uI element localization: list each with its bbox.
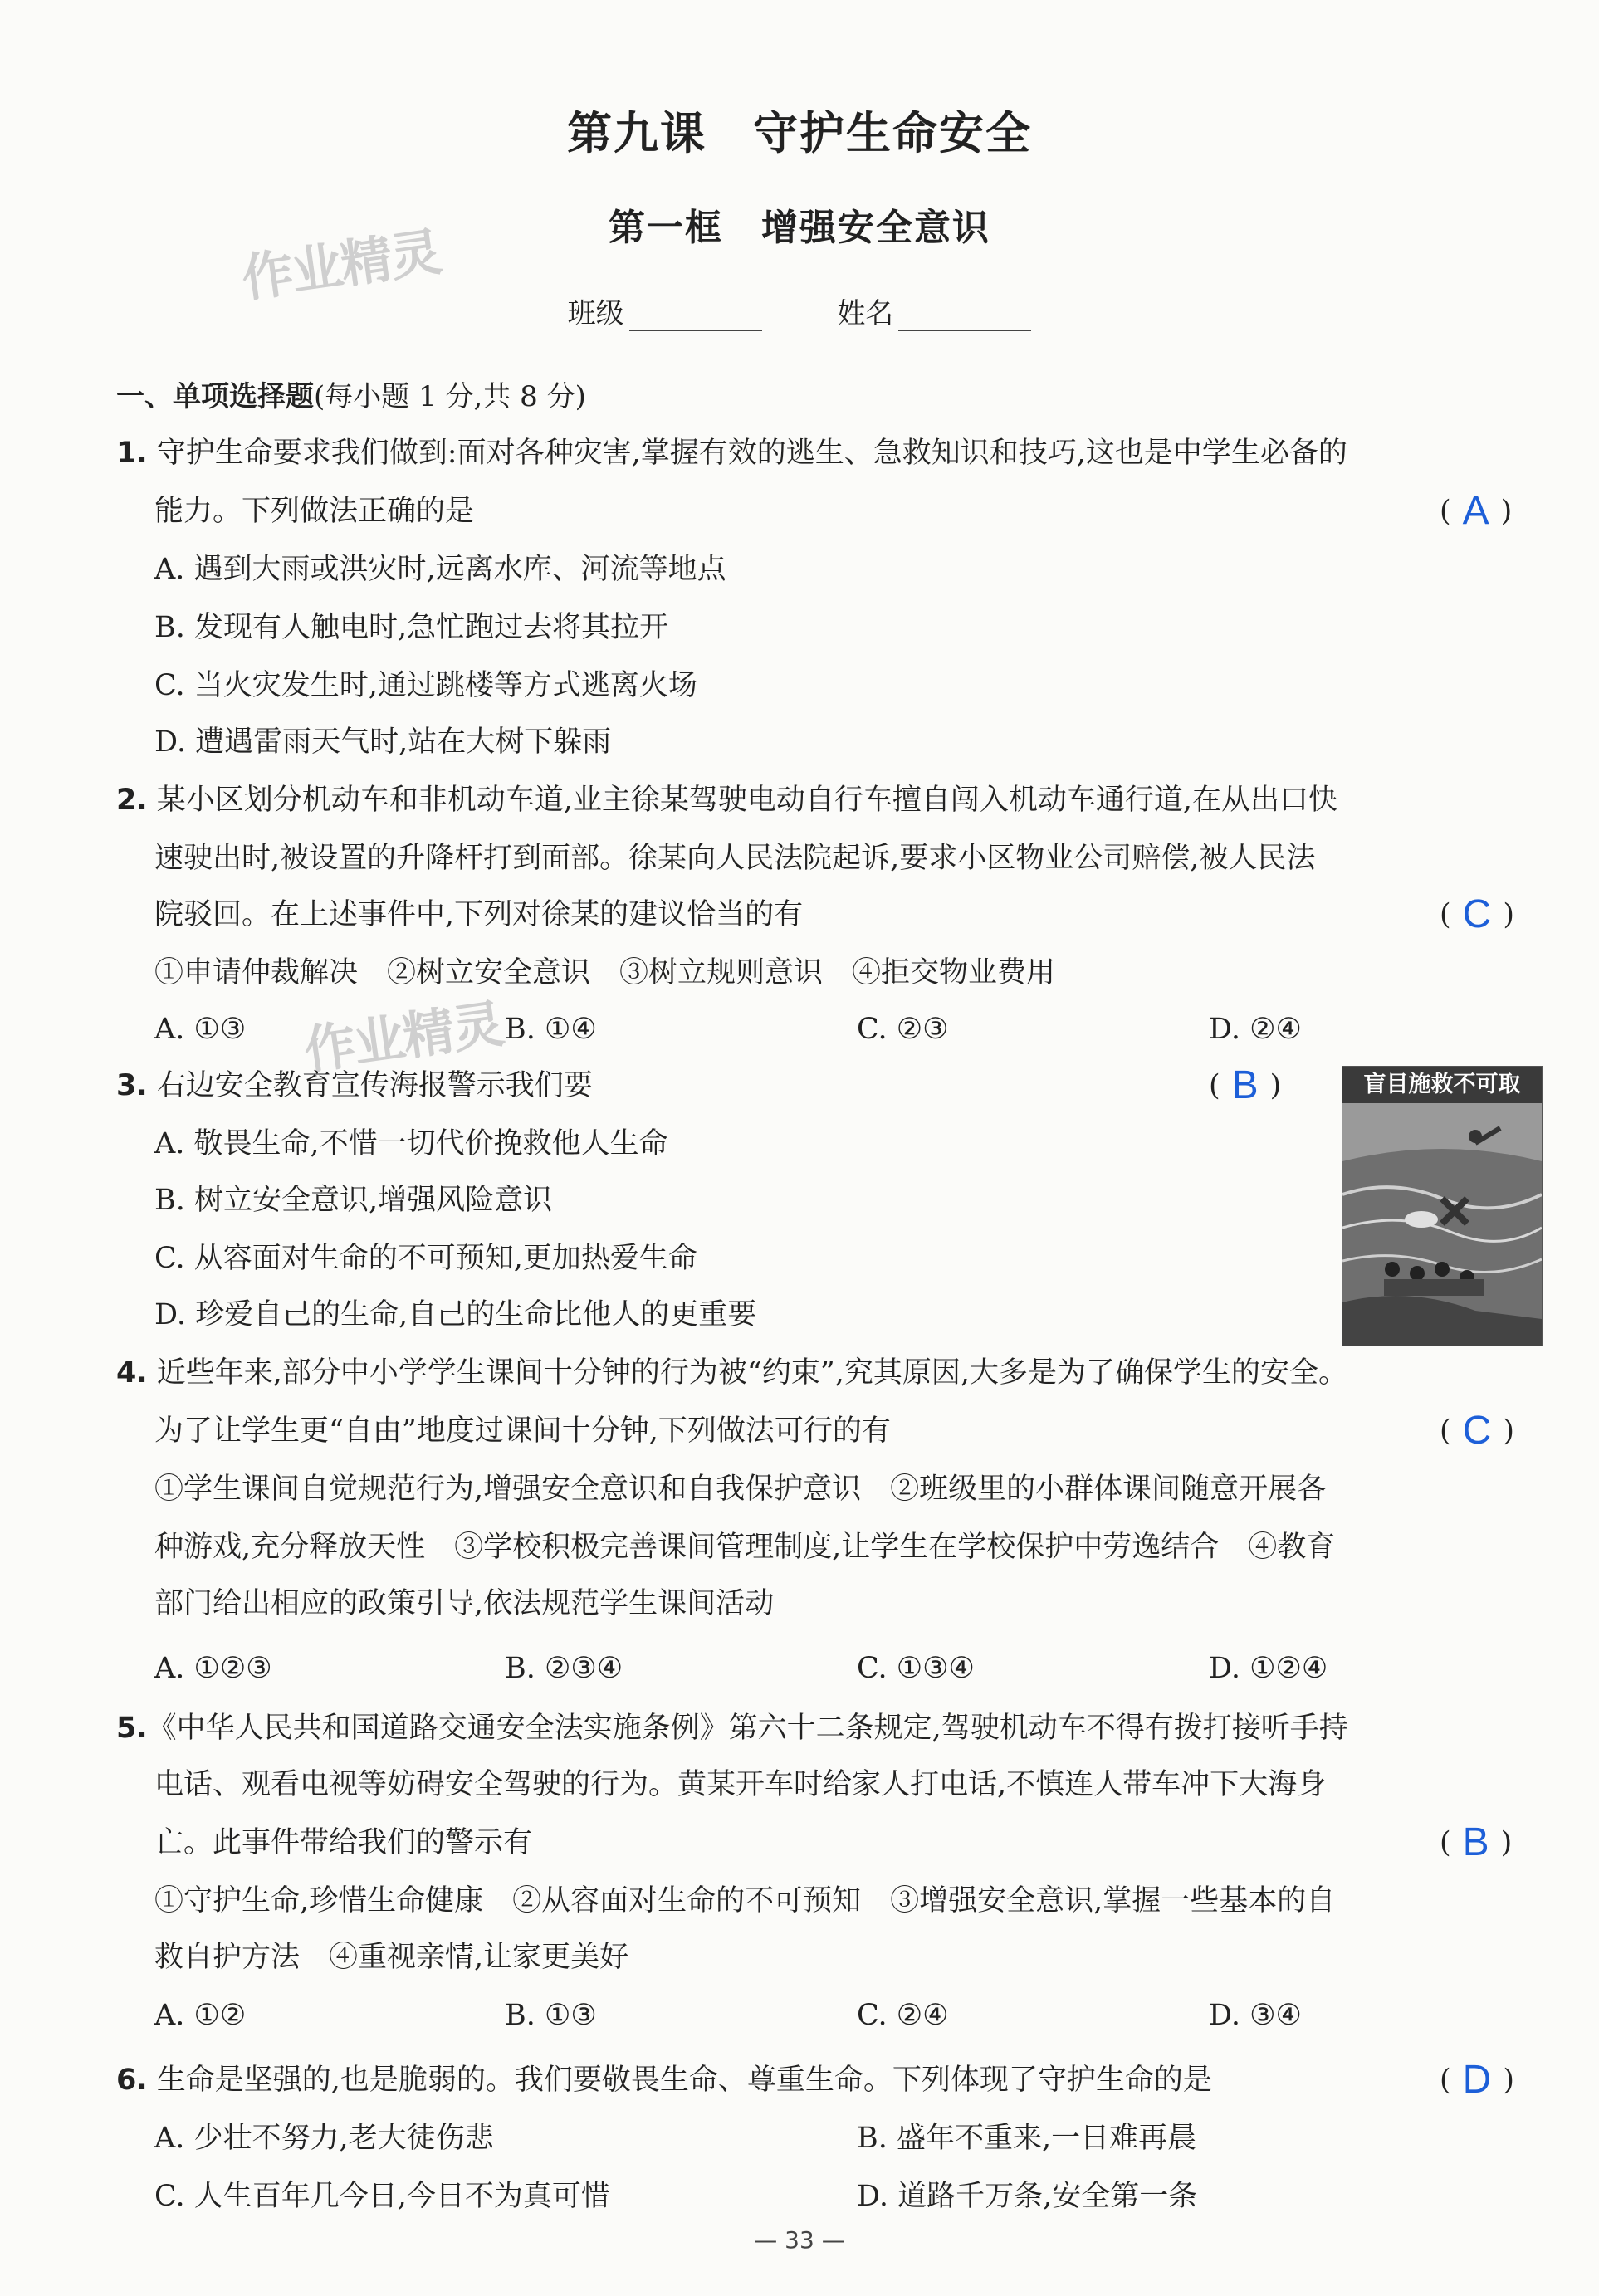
option-a: A. ①②③ [154, 1652, 272, 1685]
option-c: C. ②④ [857, 1999, 949, 2032]
question-number: 2. [116, 784, 148, 817]
question-5-line-1: 5.《中华人民共和国道路交通安全法实施条例》第六十二条规定,驾驶机动车不得有拨打接听手持 [116, 1712, 1348, 1745]
answer-bracket: ( A ) [1440, 489, 1513, 533]
student-info-row [0, 291, 1599, 331]
option-a: A. 少壮不努力,老大徒伤悲 [154, 2122, 494, 2155]
answer-bracket: ( C ) [1440, 892, 1514, 936]
question-2-statements: ①申请仲裁解决 ②树立安全意识 ③树立规则意识 ④拒交物业费用 [154, 956, 1056, 989]
question-4-line-2: 为了让学生更“自由”地度过课间十分钟,下列做法可行的有 [154, 1414, 891, 1448]
section-heading-title: 一、单项选择题 [116, 380, 314, 413]
section-heading-note: (每小题 1 分,共 8 分) [314, 380, 586, 413]
option-b: B. 树立安全意识,增强风险意识 [154, 1184, 553, 1217]
option-b: B. ①③ [505, 1999, 597, 2032]
option-c: C. 当火灾发生时,通过跳楼等方式逃离火场 [154, 669, 697, 702]
question-4-line-1: 4. 近些年来,部分中小学学生课间十分钟的行为被“约束”,究其原因,大多是为了确保学生的安全。 [116, 1356, 1347, 1390]
answer-mark: C [1462, 1409, 1492, 1453]
question-2-line-1: 2. 某小区划分机动车和非机动车道,业主徐某驾驶电动自行车擅自闯入机动车通行道,在从出口快 [116, 784, 1338, 817]
option-c: C. ①③④ [857, 1652, 975, 1685]
poster-illustration [1342, 1103, 1542, 1346]
question-5-statement-2: 救自护方法 ④重视亲情,让家更美好 [154, 1941, 629, 1974]
question-4-statement-2: 种游戏,充分释放天性 ③学校积极完善课间管理制度,让学生在学校保护中劳逸结合 ④教育 [154, 1531, 1336, 1564]
class-label: 班级 [567, 297, 624, 330]
option-c: C. 人生百年几今日,今日不为真可惜 [154, 2180, 610, 2213]
answer-bracket: ( B ) [1440, 1820, 1513, 1864]
safety-poster-image [1342, 1066, 1543, 1346]
question-2-line-2: 速驶出时,被设置的升降杆打到面部。徐某向人民法院起诉,要求小区物业公司赔偿,被人民法 [154, 842, 1316, 875]
page-number: — 33 — [754, 2226, 845, 2254]
answer-mark: D [1462, 2058, 1492, 2102]
name-blank[interactable] [898, 305, 1031, 331]
option-a: A. ①③ [154, 1013, 247, 1046]
lesson-title: 第九课 守护生命安全 [567, 106, 1032, 159]
option-b: B. 盛年不重来,一日难再晨 [857, 2122, 1197, 2155]
watermark-logo: 作业精灵 [237, 221, 444, 310]
question-4-statement-3: 部门给出相应的政策引导,依法规范学生课间活动 [154, 1587, 775, 1620]
option-c: C. 从容面对生命的不可预知,更加热爱生命 [154, 1242, 697, 1275]
option-d: D. 珍爱自己的生命,自己的生命比他人的更重要 [154, 1298, 757, 1331]
answer-bracket: ( C ) [1440, 1409, 1514, 1453]
poster-title: 盲目施救不可取 [1342, 1067, 1542, 1103]
answer-mark: A [1462, 489, 1489, 533]
question-number: 5. [116, 1712, 148, 1745]
option-d: D. ②④ [1209, 1013, 1302, 1046]
question-2-line-3: 院驳回。在上述事件中,下列对徐某的建议恰当的有 [154, 898, 804, 931]
answer-bracket: ( D ) [1440, 2058, 1514, 2102]
question-5-statement-1: ①守护生命,珍惜生命健康 ②从容面对生命的不可预知 ③增强安全意识,掌握一些基本的自 [154, 1884, 1336, 1917]
answer-bracket: ( B ) [1209, 1063, 1282, 1107]
answer-mark: C [1462, 892, 1492, 936]
question-number: 3. [116, 1069, 148, 1102]
section-title: 第一框 增强安全意识 [609, 207, 990, 249]
question-4-statement-1: ①学生课间自觉规范行为,增强安全意识和自我保护意识 ②班级里的小群体课间随意开展各 [154, 1473, 1327, 1506]
watermark-logo: 作业精灵 [300, 993, 506, 1082]
option-b: B. ②③④ [505, 1652, 623, 1685]
question-3-line-1: 3. 右边安全教育宣传海报警示我们要 [116, 1069, 593, 1102]
question-5-line-2: 电话、观看电视等妨碍安全驾驶的行为。黄某开车时给家人打电话,不慎连人带车冲下大海身 [154, 1768, 1327, 1801]
option-d: D. ③④ [1209, 1999, 1302, 2032]
option-c: C. ②③ [857, 1013, 949, 1046]
answer-mark: B [1462, 1820, 1489, 1864]
option-b: B. ①④ [505, 1013, 597, 1046]
name-label: 姓名 [837, 297, 894, 330]
option-a: A. ①② [154, 1999, 247, 2032]
question-number: 4. [116, 1356, 148, 1390]
question-1-line-1: 1. 守护生命要求我们做到:面对各种灾害,掌握有效的逃生、急救知识和技巧,这也是中学生必备的 [116, 437, 1347, 470]
section-heading [116, 374, 586, 414]
question-6-line-1: 6. 生命是坚强的,也是脆弱的。我们要敬畏生命、尊重生命。下列体现了守护生命的是 [116, 2064, 1212, 2097]
option-d: D. 道路千万条,安全第一条 [857, 2180, 1198, 2213]
option-d: D. 遭遇雷雨天气时,站在大树下躲雨 [154, 725, 612, 759]
question-number: 6. [116, 2064, 148, 2097]
question-1-line-2: 能力。下列做法正确的是 [154, 495, 475, 528]
question-number: 1. [116, 437, 148, 470]
question-5-line-3: 亡。此事件带给我们的警示有 [154, 1826, 533, 1859]
option-a: A. 敬畏生命,不惜一切代价挽救他人生命 [154, 1127, 668, 1160]
option-d: D. ①②④ [1209, 1652, 1328, 1685]
answer-mark: B [1231, 1063, 1259, 1107]
option-a: A. 遇到大雨或洪灾时,远离水库、河流等地点 [154, 553, 726, 586]
class-blank[interactable] [629, 305, 762, 331]
option-b: B. 发现有人触电时,急忙跑过去将其拉开 [154, 611, 669, 644]
